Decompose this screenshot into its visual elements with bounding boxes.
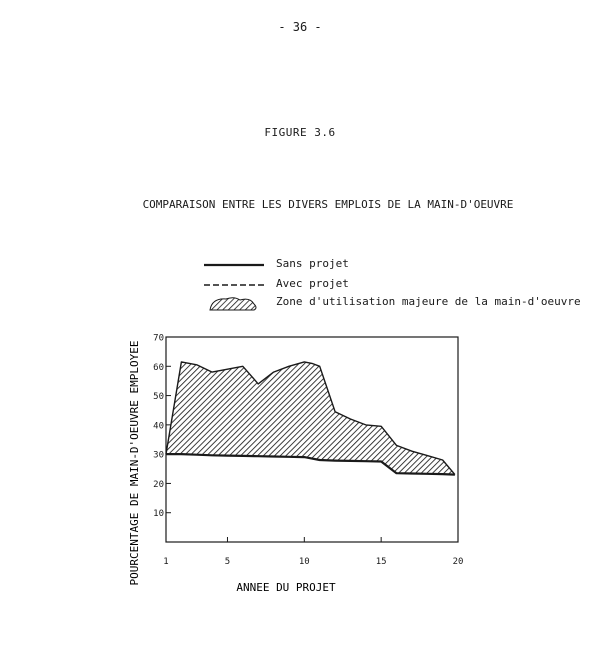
x-tick-label: 10 [298, 557, 310, 567]
x-tick-label: 5 [224, 557, 231, 567]
x-tick-label: 20 [452, 557, 464, 567]
legend-label-zone: Zone d'utilisation majeure de la main-d'oeuvre [276, 295, 581, 308]
x-tick-label: 1 [163, 557, 169, 567]
figure-label: FIGURE 3.6 [264, 126, 336, 139]
y-tick-label: 20 [153, 479, 164, 490]
chart-title: COMPARAISON ENTRE LES DIVERS EMPLOIS DE LA MAIN-D'OEUVRE [142, 198, 514, 211]
x-tick-label: 15 [375, 557, 387, 567]
y-tick-label: 40 [153, 421, 164, 432]
y-tick-label: 30 [153, 450, 164, 461]
legend-label-sans-projet: Sans projet [276, 257, 349, 270]
legend-label-avec-projet: Avec projet [276, 277, 349, 290]
y-tick-label: 10 [153, 509, 164, 520]
page-number: - 36 - [278, 20, 322, 34]
x-axis-label: ANNEE DU PROJET [236, 581, 336, 594]
y-tick-label: 50 [153, 392, 164, 403]
y-axis-label: POURCENTAGE DE MAIN-D'OEUVRE EMPLOYEE [128, 340, 141, 586]
y-tick-label: 70 [153, 333, 164, 344]
y-tick-label: 60 [153, 362, 164, 373]
